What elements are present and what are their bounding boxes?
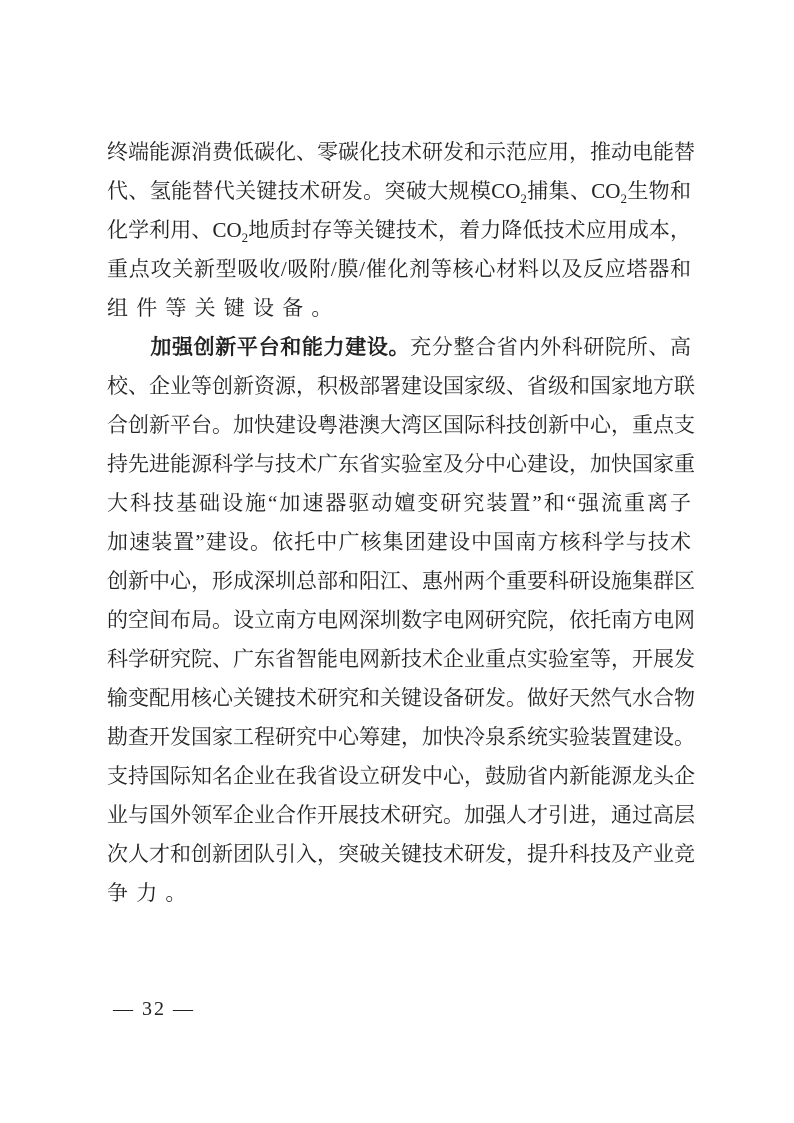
text-run: 科学研究院、广东省智能电网新技术企业重点实验室等，开展发: [107, 647, 695, 671]
text-line: [107, 523, 691, 562]
text-line: [107, 406, 695, 445]
text-line: [107, 601, 695, 640]
text-run: 化学利用、: [107, 218, 213, 242]
text-run: 终端能源消费低碳化、零碳化技术研发和示范应用，推动电能替: [107, 140, 695, 164]
text-run: 持先进能源科学与技术广东省实验室及分中心建设，加快国家重: [107, 452, 695, 476]
text-line: [107, 640, 695, 679]
text-line: [107, 718, 695, 757]
text-line: [107, 250, 691, 289]
text-run: 捕集、: [526, 179, 592, 203]
text-line: [107, 133, 695, 172]
text-line: [107, 211, 691, 250]
paragraph: [107, 133, 695, 328]
text-line: [107, 796, 695, 835]
text-run: 勘查开发国家工程研究中心筹建，加快冷泉系统实验装置建设。: [107, 725, 695, 749]
text-line: [107, 289, 691, 328]
text-run: 重点攻关新型吸收/吸附/膜/催化剂等核心材料以及反应塔器和: [107, 257, 691, 281]
text-run: 争力。: [107, 881, 195, 905]
text-run: 地质封存等关键技术，着力降低技术应用成本，: [248, 218, 692, 242]
text-run: 合创新平台。加快建设粤港澳大湾区国际科技创新中心，重点支: [107, 413, 695, 437]
chemical-formula: [591, 179, 627, 206]
text-run: 业与国外领军企业合作开展技术研究。加强人才引进，通过高层: [107, 803, 695, 827]
text-line: [107, 874, 691, 913]
text-line: [107, 757, 695, 796]
text-run: 生物和: [626, 179, 692, 203]
formula-subscript: 2: [241, 230, 249, 245]
document-body: [107, 133, 695, 913]
formula-symbol: CO: [491, 179, 521, 203]
text-line: [107, 172, 691, 211]
formula-symbol: CO: [591, 179, 621, 203]
text-run: 次人才和创新团队引入，突破关键技术研发，提升科技及产业竞: [107, 842, 695, 866]
chemical-formula: [491, 179, 527, 206]
text-run: 充分整合省内外科研院所、高: [410, 335, 692, 359]
text-run: 的空间布局。设立南方电网深圳数字电网研究院，依托南方电网: [107, 608, 695, 632]
chemical-formula: [212, 218, 249, 245]
text-line: [107, 367, 695, 406]
text-run: [107, 335, 150, 359]
text-line: [107, 445, 695, 484]
text-line: [107, 562, 695, 601]
bold-heading-text: 加强创新平台和能力建设。: [150, 335, 411, 359]
text-run: 校、企业等创新资源，积极部署建设国家级、省级和国家地方联: [107, 374, 695, 398]
text-run: 大科技基础设施“加速器驱动嬗变研究装置”和“强流重离子: [107, 491, 691, 515]
text-line: [107, 835, 695, 874]
text-line: [107, 484, 691, 523]
text-run: 组件等关键设备。: [107, 296, 341, 320]
formula-subscript: 2: [520, 191, 527, 206]
text-run: 代、氢能替代关键技术研发。突破大规模: [107, 179, 492, 203]
text-run: 支持国际知名企业在我省设立研发中心，鼓励省内新能源龙头企: [107, 764, 695, 788]
text-run: 输变配用核心关键技术研究和关键设备研发。做好天然气水合物: [107, 686, 695, 710]
text-run: 加速装置”建设。依托中广核集团建设中国南方核科学与技术: [107, 530, 691, 554]
formula-symbol: CO: [212, 218, 242, 242]
paragraph: [107, 328, 695, 913]
formula-subscript: 2: [620, 191, 627, 206]
text-line: [107, 679, 695, 718]
page-number: — 32 —: [113, 998, 195, 1020]
text-line: [107, 328, 691, 367]
text-run: 创新中心，形成深圳总部和阳江、惠州两个重要科研设施集群区: [107, 569, 695, 593]
